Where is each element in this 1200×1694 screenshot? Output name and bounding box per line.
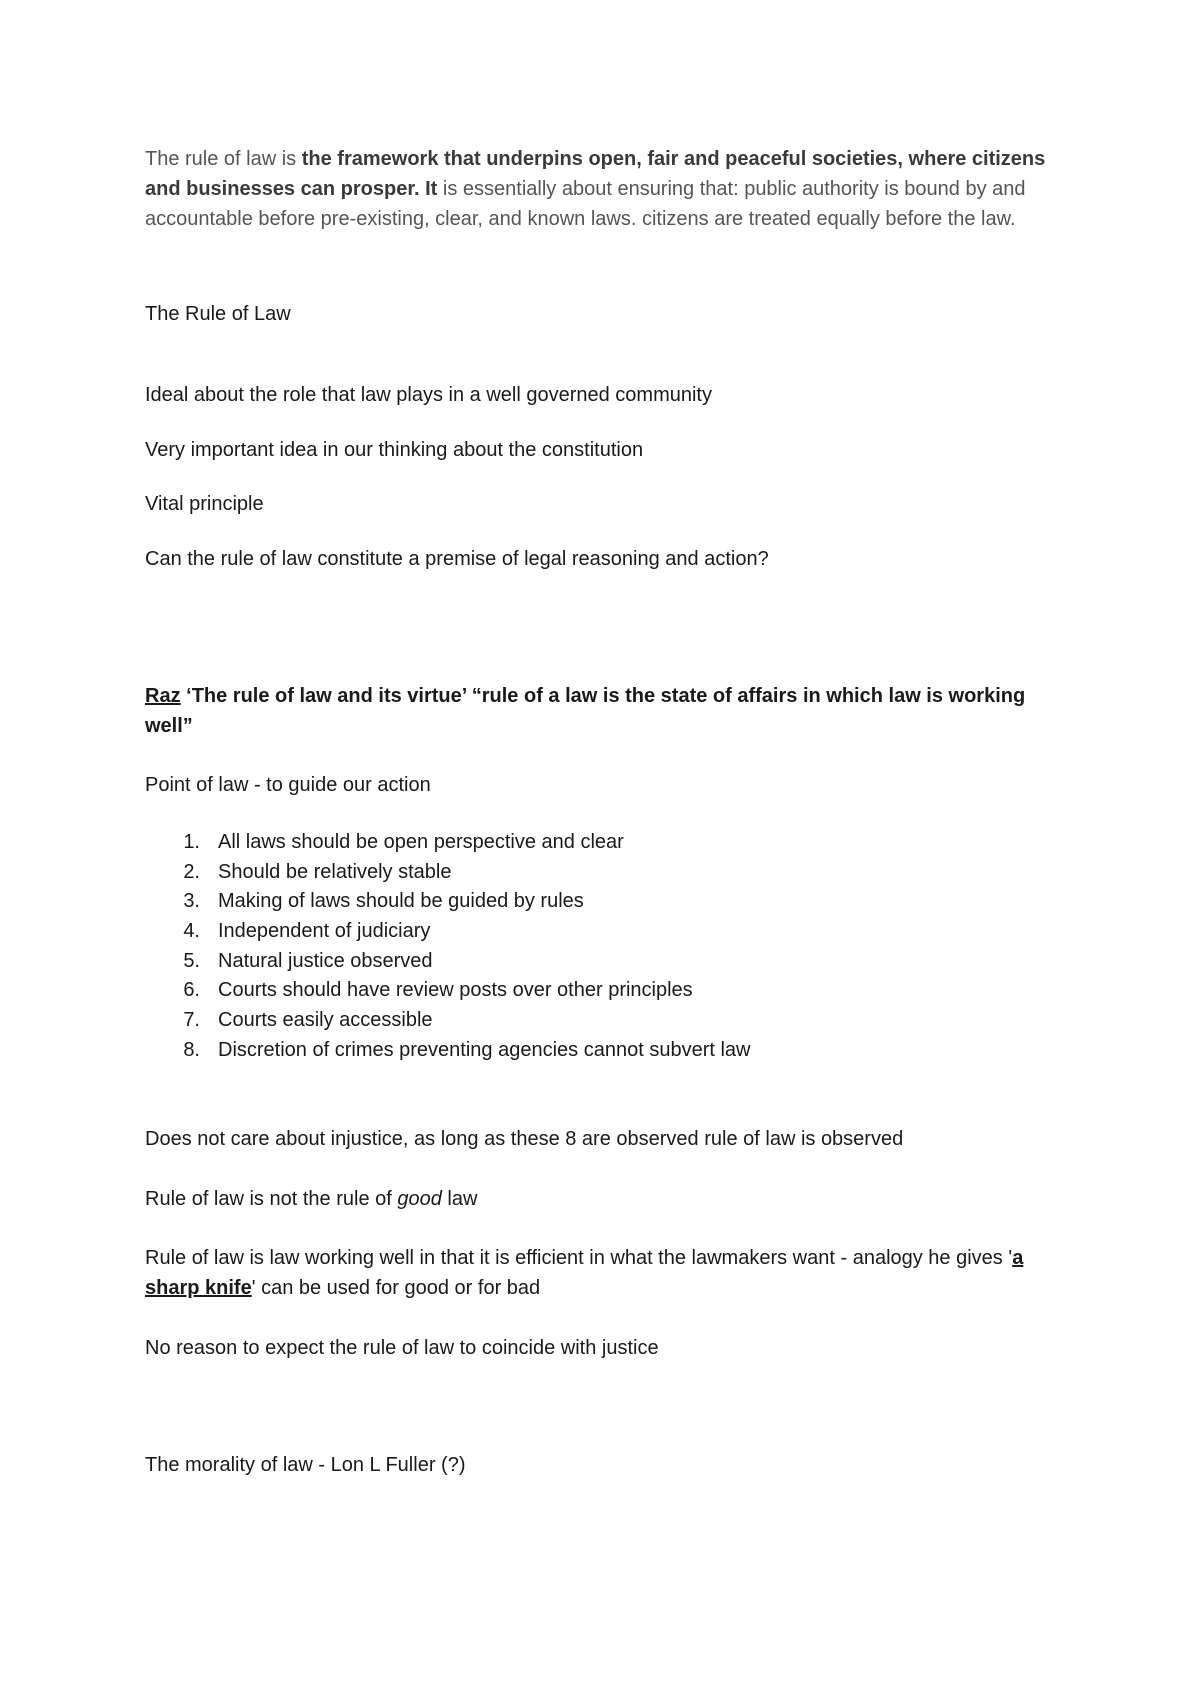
- note-line: Ideal about the role that law plays in a well governed community: [145, 384, 712, 406]
- list-number: 8.: [183, 1038, 200, 1061]
- list-number: 5.: [183, 949, 200, 972]
- list-text: Making of laws should be guided by rules: [218, 890, 584, 913]
- section-heading: The Rule of Law: [145, 303, 291, 325]
- good-law-text: Rule of law is not the rule of: [145, 1188, 398, 1210]
- list-number: 1.: [183, 831, 200, 853]
- justice-line: No reason to expect the rule of law to coincide with justice: [145, 1337, 659, 1359]
- good-law-line: [145, 1184, 1065, 1214]
- good-law-text-end: law: [441, 1188, 478, 1210]
- list-item: [145, 917, 750, 947]
- list-number: 7.: [183, 1009, 200, 1032]
- list-number: 3.: [183, 890, 200, 913]
- knife-paragraph: [145, 1243, 1065, 1303]
- list-text: All laws should be open perspective and clear: [218, 831, 624, 853]
- intro-text-1: The rule of law is: [145, 148, 302, 170]
- list-item: [145, 1006, 750, 1036]
- list-text: Courts easily accessible: [218, 1009, 433, 1032]
- raz-quote: [145, 681, 1065, 741]
- intro-bold-1: the framework that underpins open, fair and peaceful societies, where citizens and businesses can prosper: [145, 148, 1046, 200]
- list-item: [145, 887, 750, 917]
- knife-text: Rule of law is law working well in that it is efficient in what the lawmakers want - analogy he gives ': [145, 1247, 1013, 1269]
- list-item: [145, 828, 750, 858]
- intro-bold-2: . It: [414, 178, 438, 200]
- list-number: 2.: [183, 860, 200, 883]
- list-item: [145, 976, 750, 1006]
- sharp-knife-link[interactable]: a sharp knife: [145, 1247, 1024, 1299]
- note-line: Very important idea in our thinking about the constitution: [145, 439, 644, 461]
- point-of-law-line: Point of law - to guide our action: [145, 774, 431, 796]
- list-item: [145, 1036, 750, 1066]
- raz-quote-text: ‘The rule of law and its virtue’ “rule of a law is the state of affairs in which law is working well”: [145, 685, 1026, 737]
- raz-author: Raz: [145, 685, 181, 707]
- intro-paragraph: [145, 144, 1065, 234]
- fuller-heading: The morality of law - Lon L Fuller (?): [145, 1454, 466, 1476]
- knife-text-end: ' can be used for good or for bad: [251, 1277, 541, 1299]
- intro-text-2: is essentially about ensuring that: public authority is bound by and accountable before pre-existing, clear, and known laws. citizens are treated equally before the law.: [145, 178, 1026, 230]
- list-text: Discretion of crimes preventing agencies cannot subvert law: [218, 1038, 751, 1061]
- list-number: 4.: [183, 920, 200, 943]
- list-number: 6.: [183, 979, 200, 1002]
- injustice-line: Does not care about injustice, as long as these 8 are observed rule of law is observed: [145, 1128, 904, 1150]
- list-text: Natural justice observed: [218, 949, 433, 972]
- good-emphasis: good: [397, 1188, 442, 1210]
- principles-list: [145, 828, 750, 1066]
- list-text: Courts should have review posts over other principles: [218, 979, 693, 1002]
- list-item: [145, 858, 750, 888]
- list-text: Independent of judiciary: [218, 920, 431, 943]
- list-text: Should be relatively stable: [218, 860, 452, 883]
- note-line: Can the rule of law constitute a premise of legal reasoning and action?: [145, 548, 769, 570]
- list-item: [145, 947, 750, 977]
- note-line: Vital principle: [145, 493, 264, 515]
